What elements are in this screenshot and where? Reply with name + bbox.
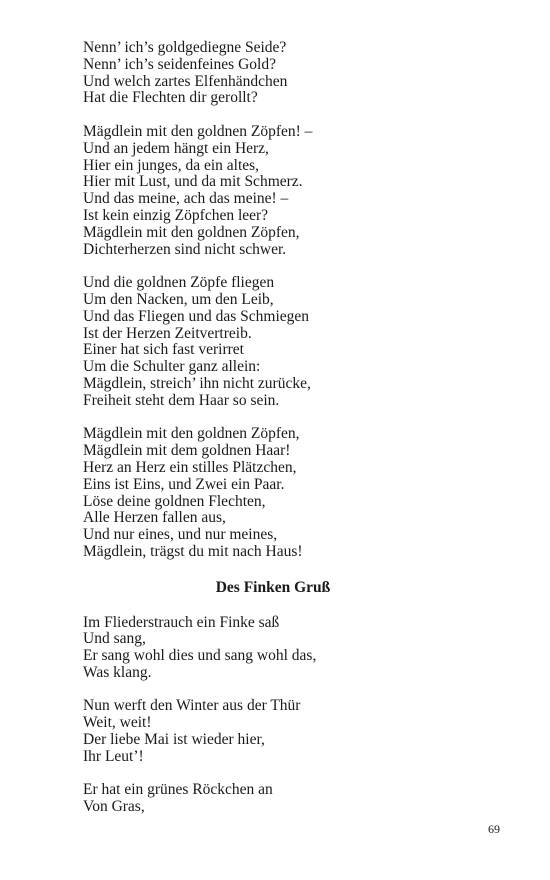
verse-line: Der liebe Mai ist wieder hier, — [83, 731, 265, 749]
stanza-4 — [83, 426, 483, 560]
verse-line: Löse deine goldnen Flechten, — [83, 492, 266, 510]
verse-line: Nenn’ ich’s goldgediegne Seide? — [83, 39, 287, 56]
verse-line: Und das meine, ach das meine! – — [83, 190, 289, 208]
verse-line: Hier ein junges, da ein altes, — [83, 156, 260, 174]
poem-continuation — [83, 40, 483, 561]
poem-des-finken-gruss — [83, 580, 483, 816]
verse-line: Und sang, — [83, 630, 146, 648]
verse-line: Nun werft den Winter aus der Thür — [83, 697, 301, 715]
verse-line: Mägdlein mit dem goldnen Haar! — [83, 442, 291, 460]
stanza-2 — [83, 124, 483, 258]
stanza-1 — [83, 615, 483, 682]
stanza-2 — [83, 698, 483, 765]
verse-line: Nenn’ ich’s seidenfeines Gold? — [83, 55, 276, 73]
verse-line: Hier mit Lust, und da mit Schmerz. — [83, 173, 303, 191]
page-text — [83, 40, 483, 833]
poem-title: Des Finken Gruß — [215, 578, 331, 596]
page-number: 69 — [488, 822, 500, 836]
verse-line: Dichterherzen sind nicht schwer. — [83, 240, 287, 258]
verse-line: Und an jedem hängt ein Herz, — [83, 139, 269, 157]
verse-line: Von Gras, — [83, 798, 145, 816]
stanza-3 — [83, 275, 483, 409]
verse-line: Alle Herzen fallen aus, — [83, 509, 226, 527]
verse-line: Und nur eines, und nur meines, — [83, 526, 278, 544]
verse-line: Mägdlein mit den goldnen Zöpfen! – — [83, 122, 313, 140]
verse-line: Mägdlein mit den goldnen Zöpfen, — [83, 425, 300, 443]
stanza-3 — [83, 782, 483, 816]
stanza-1 — [83, 40, 483, 107]
verse-line: Hat die Flechten dir gerollt? — [83, 89, 258, 107]
verse-line: Mägdlein, trägst du mit nach Haus! — [83, 542, 303, 560]
verse-line: Und welch zartes Elfenhändchen — [83, 72, 288, 90]
verse-line: Um die Schulter ganz allein: — [83, 358, 261, 376]
verse-line: Mägdlein mit den goldnen Zöpfen, — [83, 223, 300, 241]
verse-line: Einer hat sich fast verirret — [83, 341, 244, 359]
verse-line: Und die goldnen Zöpfe fliegen — [83, 274, 275, 292]
verse-line: Und das Fliegen und das Schmiegen — [83, 307, 310, 325]
verse-line: Freiheit steht dem Haar so sein. — [83, 391, 280, 409]
verse-line: Ihr Leut’! — [83, 747, 144, 765]
verse-line: Eins ist Eins, und Zwei ein Paar. — [83, 475, 285, 493]
verse-line: Er sang wohl dies und sang wohl das, — [83, 647, 317, 665]
verse-line: Ist der Herzen Zeitvertreib. — [83, 324, 252, 342]
verse-line: Herz an Herz ein stilles Plätzchen, — [83, 458, 297, 476]
verse-line: Was klang. — [83, 663, 152, 681]
verse-line: Mägdlein, streich’ ihn nicht zurücke, — [83, 374, 311, 392]
verse-line: Im Fliederstrauch ein Finke saß — [83, 613, 280, 631]
verse-line: Weit, weit! — [83, 714, 152, 732]
verse-line: Ist kein einzig Zöpfchen leer? — [83, 206, 269, 224]
verse-line: Um den Nacken, um den Leib, — [83, 290, 274, 308]
verse-line: Er hat ein grünes Röckchen an — [83, 781, 273, 799]
